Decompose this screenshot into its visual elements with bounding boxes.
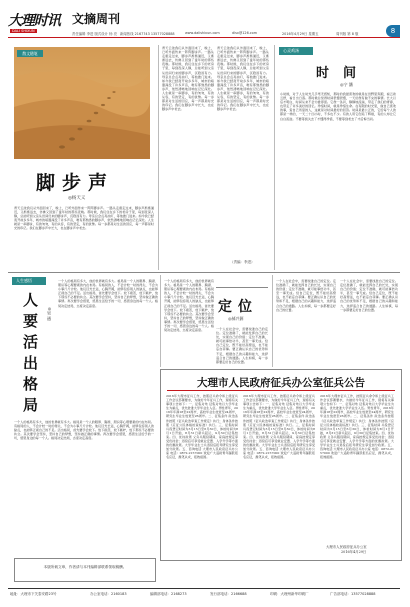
section-tag-prose: 散文随笔 <box>17 50 43 57</box>
footer-rule <box>8 588 400 589</box>
masthead-logo-sub: DALI SHIXUN <box>12 29 35 33</box>
notice-body-col1: 2016年大理市征兵工作，按照征兵命令和上级征兵工作会议部署要求，为做好今年征兵工作，现将有关事项公告如下：一、征集对象 征集对象以大学毕业生为重点，优先批准大学毕业生入伍。男性青年，2016年年满18至22周岁，高校毕业生放宽至24周岁，研究生毕业生放宽至26周岁。二、征集条件 政治条件按照《征兵政治审查工作规定》执行；身体条件按照《应征公民体格检查标准》执行。三、征集时间 兵役登记时间为3月15日至6月30日，体检时间为8月1日开始，8月31日新兵起运，9月30日征集结束。四、优待政策 义务兵服役期间，家庭按规定享受优待金；退役后可享受就业安置、入学升学等方面的优惠政策。大学毕业生士兵退役后报考研究生享受加分政策。五、咨询电话 大理市人民政府征兵办公室 电话：0872-2157000 欢迎广大适龄青年踊跃报名应征，携笔从戎，报效祖国。 <box>166 394 238 460</box>
footer <box>10 592 400 600</box>
article-body-renyaohuo-cont1: 一个人的格局有多大，他的世界就有多大。格局是一个人的眼界、胸襟、胆识等心理要素的内在布局。有格局的人，不会计较一时的得失，不会为小事斤斤计较。他们目光长远，心胸开阔，能够包容别人的缺点，也能够正视自己的不足。活出格局，首先要学会放下。放下抱怨，放下嫉妒，放下那些不必要的执念。其次要学会坚持，坚持自己的梦想，坚持做正确的事情。再次要学会感恩，感恩生活给予的一切，感恩身边的每一个人。格局决定结局，态度决定高度。 <box>14 420 154 441</box>
masthead-email[interactable]: dlsx@126.com <box>232 31 258 35</box>
section-divider <box>8 272 400 273</box>
article-author-renyaohuo: ◎吴 通 <box>47 306 52 321</box>
article-title-renyaohuo: 人要活出格局 <box>21 292 39 418</box>
desert-image <box>14 47 150 159</box>
section-tag-rensheng: 人生感悟 <box>12 277 46 285</box>
notice-title: 大理市人民政府征兵办公室征兵公告 <box>197 377 365 389</box>
masthead-date: 2016年4月29日 星期五 <box>282 32 319 36</box>
notice-signature: 大理市人民政府征兵办公室 <box>326 545 367 549</box>
masthead-editor-line: 责任编辑 李进 版式设计 杨 亮 <box>72 32 117 36</box>
footer-printer: 印刷：大理州新华印刷厂 <box>270 592 309 596</box>
article-title-jiaobusheng: 脚步声 <box>36 172 115 194</box>
article-author-jiaobusheng: ◎杨天义 <box>68 196 86 201</box>
notice-body-col3: 2016年大理市征兵工作，按照征兵命令和上级征兵工作会议部署要求，为做好今年征兵工作，现将有关事项公告如下：一、征集对象 征集对象以大学毕业生为重点，优先批准大学毕业生入伍。男性青年，2016年年满18至22周岁，高校毕业生放宽至24周岁，研究生毕业生放宽至26周岁。二、征集条件 政治条件按照《征兵政治审查工作规定》执行；身体条件按照《应征公民体格检查标准》执行。三、征集时间 兵役登记时间为3月15日至6月30日，体检时间为8月1日开始，8月31日新兵起运，9月30日征集结束。四、优待政策 义务兵服役期间，家庭按规定享受优待金；退役后可享受就业安置、入学升学等方面的优惠政策。大学毕业生士兵退役后报考研究生享受加分政策。五、咨询电话 大理市人民政府征兵办公室 电话：0872-2157000 欢迎广大适龄青年踊跃报名应征，携笔从戎，报效祖国。 <box>320 394 394 460</box>
section-tag-xinling: 心灵鸡汤 <box>279 47 313 55</box>
notice-date: 2016年4月29日 <box>341 550 367 554</box>
article-title-dingwei: 定位 <box>218 299 258 315</box>
article-editor-note: （责编：李进） <box>230 260 255 264</box>
dingwei-top-rule <box>216 287 268 288</box>
article-body-jiaobusheng-cont1: 青天云浓我们从外面回来了，晚上，已听外面传来一阵阵脚步声。一路从走廊走过来，脚步声渐渐逼近，又渐渐远去，仿佛又回到了童年时的那些夜晚。那时候，我们住在乡下的老房子里，每到夜深人静，总能听到父亲从田间归来的脚步声，沉稳而有力。母亲总会点亮油灯，等他推门进来。如今我已经离开故乡多年，城市的喧嚣淹没了许多声音，唯有那熟悉的脚步声，依然清晰地回响在记忆深处。人生就是一串脚步，有的匆匆，有的从容，有的坚定，有的犹豫。每一步都是对生活的回应，每一声都是时光的印记。我们在脚步声中长大，也在脚步声中老去。 <box>162 46 214 112</box>
notice-box <box>160 369 402 561</box>
article-body-dingwei-cont: 一个人在社会中，需要找准自己的定位。定位准确了，就能发挥自己的长处，实现自己的价值；定位不准确，就可能事倍功半，甚至一事无成。给自己定位，既不能好高骛远，也不能妄自菲薄。要正确认识自己的优势和不足，根据自己的兴趣和能力，选择适合自己的道路。人生如棋，每一步都要走好自己的位置。 <box>276 279 336 312</box>
column-rule <box>160 275 161 367</box>
article-body-jiaobusheng-cont2: 青天云浓我们从外面回来了，晚上，已听外面传来一阵阵脚步声。一路从走廊走过来，脚步声渐渐逼近，又渐渐远去，仿佛又回到了童年时的那些夜晚。那时候，我们住在乡下的老房子里，每到夜深人静，总能听到父亲从田间归来的脚步声，沉稳而有力。母亲总会点亮油灯，等他推门进来。如今我已经离开故乡多年，城市的喧嚣淹没了许多声音，唯有那熟悉的脚步声，依然清晰地回响在记忆深处。人生就是一串脚步，有的匆匆，有的从容，有的坚定，有的犹豫。每一步都是对生活的回应，每一声都是时光的印记。我们在脚步声中长大，也在脚步声中老去。 <box>217 46 269 112</box>
footer-office-phone: 办公室电话：2160183 <box>90 592 127 596</box>
article-body-dingwei: 一个人在社会中，需要找准自己的定位。定位准确了，就能发挥自己的长处，实现自己的价值；定位不准确，就可能事倍功半，甚至一事无成。给自己定位，既不能好高骛远，也不能妄自菲薄。要正确认识自己的优势和不足，根据自己的兴趣和能力，选择适合自己的道路。人生如棋，每一步都要走好自己的位置。 <box>216 327 268 364</box>
page-number-badge: 8 <box>386 25 400 37</box>
notice-title-rule <box>167 390 395 391</box>
masthead-page-line: 周刊版 第 8 版 <box>336 32 359 36</box>
article-body-jiaobusheng: 青天云浓我们从外面回来了，晚上，已听外面传来一阵阵脚步声。一路从走廊走过来，脚步声渐渐逼近，又渐渐远去，仿佛又回到了童年时的那些夜晚。那时候，我们住在乡下的老房子里，每到夜深人静，总能听到父亲从田间归来的脚步声，沉稳而有力。母亲总会点亮油灯，等他推门进来。如今我已经离开故乡多年，城市的喧嚣淹没了许多声音，唯有那熟悉的脚步声，依然清晰地回响在记忆深处。人生就是一串脚步，有的匆匆，有的从容，有的坚定，有的犹豫。每一步都是对生活的回应，每一声都是时光的印记。我们在脚步声中长大，也在脚步声中老去。 <box>14 206 154 231</box>
footer-editorial-phone: 编辑部电话：2168273 <box>150 592 187 596</box>
article-author-shijian: ◎宁 涵 <box>340 82 353 87</box>
masthead-section: 文摘周刊 <box>72 12 121 26</box>
bottom-notice-text: 本版所载文章，作者请与本刊编辑部联系领取稿酬。 <box>43 565 127 569</box>
article-body-renyaohuo-cont2: 一个人的格局有多大，他的世界就有多大。格局是一个人的眼界、胸襟、胆识等心理要素的内在布局。有格局的人，不会计较一时的得失，不会为小事斤斤计较。他们目光长远，心胸开阔，能够包容别人的缺点，也能够正视自己的不足。活出格局，首先要学会放下。放下抱怨，放下嫉妒，放下那些不必要的执念。其次要学会坚持，坚持自己的梦想，坚持做正确的事情。再次要学会感恩，感恩生活给予的一切，感恩身边的每一个人。格局决定结局，态度决定高度。 <box>164 279 214 333</box>
masthead <box>0 0 410 40</box>
notice-body-col2: 2016年大理市征兵工作，按照征兵命令和上级征兵工作会议部署要求，为做好今年征兵工作，现将有关事项公告如下：一、征集对象 征集对象以大学毕业生为重点，优先批准大学毕业生入伍。男性青年，2016年年满18至22周岁，高校毕业生放宽至24周岁，研究生毕业生放宽至26周岁。二、征集条件 政治条件按照《征兵政治审查工作规定》执行；身体条件按照《应征公民体格检查标准》执行。三、征集时间 兵役登记时间为3月15日至6月30日，体检时间为8月1日开始，8月31日新兵起运，9月30日征集结束。四、优待政策 义务兵服役期间，家庭按规定享受优待金；退役后可享受就业安置、入学升学等方面的优惠政策。大学毕业生士兵退役后报考研究生享受加分政策。五、咨询电话 大理市人民政府征兵办公室 电话：0872-2157000 欢迎广大适龄青年踊跃报名应征，携笔从戎，报效祖国。 <box>243 394 315 460</box>
article-body-dingwei-cont2: 一个人在社会中，需要找准自己的定位。定位准确了，就能发挥自己的长处，实现自己的价值；定位不准确，就可能事倍功半，甚至一事无成。给自己定位，既不能好高骛远，也不能妄自菲薄。要正确认识自己的优势和不足，根据自己的兴趣和能力，选择适合自己的道路。人生如棋，每一步都要走好自己的位置。 <box>340 279 398 312</box>
article-title-shijian: 时间 <box>316 66 371 81</box>
footer-address: 地址：大理市下关泰安路23号 <box>10 592 57 596</box>
footer-distribution-phone: 发行部电话：2166688 <box>210 592 247 596</box>
masthead-site[interactable]: www.dalishixun.com <box>185 31 220 35</box>
masthead-rule <box>8 37 400 38</box>
article-author-dingwei: ◎郝兴源 <box>228 316 244 321</box>
masthead-logo: 大理时讯 <box>8 13 60 29</box>
footer-ad-phone: 广告部电话：13577028888 <box>330 592 376 596</box>
article-body-renyaohuo: 一个人的格局有多大，他的世界就有多大。格局是一个人的眼界、胸襟、胆识等心理要素的内在布局。有格局的人，不会计较一时的得失，不会为小事斤斤计较。他们目光长远，心胸开阔，能够包容别人的缺点，也能够正视自己的不足。活出格局，首先要学会放下。放下抱怨，放下嫉妒，放下那些不必要的执念。其次要学会坚持，坚持自己的梦想，坚持做正确的事情。再次要学会感恩，感恩生活给予的一切，感恩身边的每一个人。格局决定结局，态度决定高度。 <box>58 279 158 308</box>
article-body-shijian: 小时候，对于人生时光几乎毫无感知，那时的我最喜欢的就是在田野里奔跑，看云卷云舒，看日出日落。那时候总觉得时间很慢很慢，一天好像有做不完的事情。长大以后才明白，时间从来不会为谁停留。它像一条河，静静地流淌，带走了我们的青春，也带走了许多美好的回忆。珍惜时间，就是珍惜生命。在有限的时光里，做自己喜欢的事，爱自己所爱的人，这就是对时间最好的回答。时间是最公正的，它给每个人的都是一样的，一天二十四小时，不多也不少。有的人用它创造了辉煌，有的人却让它白白流逝。不要等到失去了才懂得珍惜，不要等到老去了才后悔当初。 <box>280 92 396 121</box>
column-rule <box>272 275 273 367</box>
masthead-contact-line: 新闻热线 2167743 13577028888 <box>120 32 175 36</box>
column-rule <box>274 45 275 270</box>
bottom-notice-box <box>14 558 156 582</box>
column-rule <box>158 45 159 270</box>
